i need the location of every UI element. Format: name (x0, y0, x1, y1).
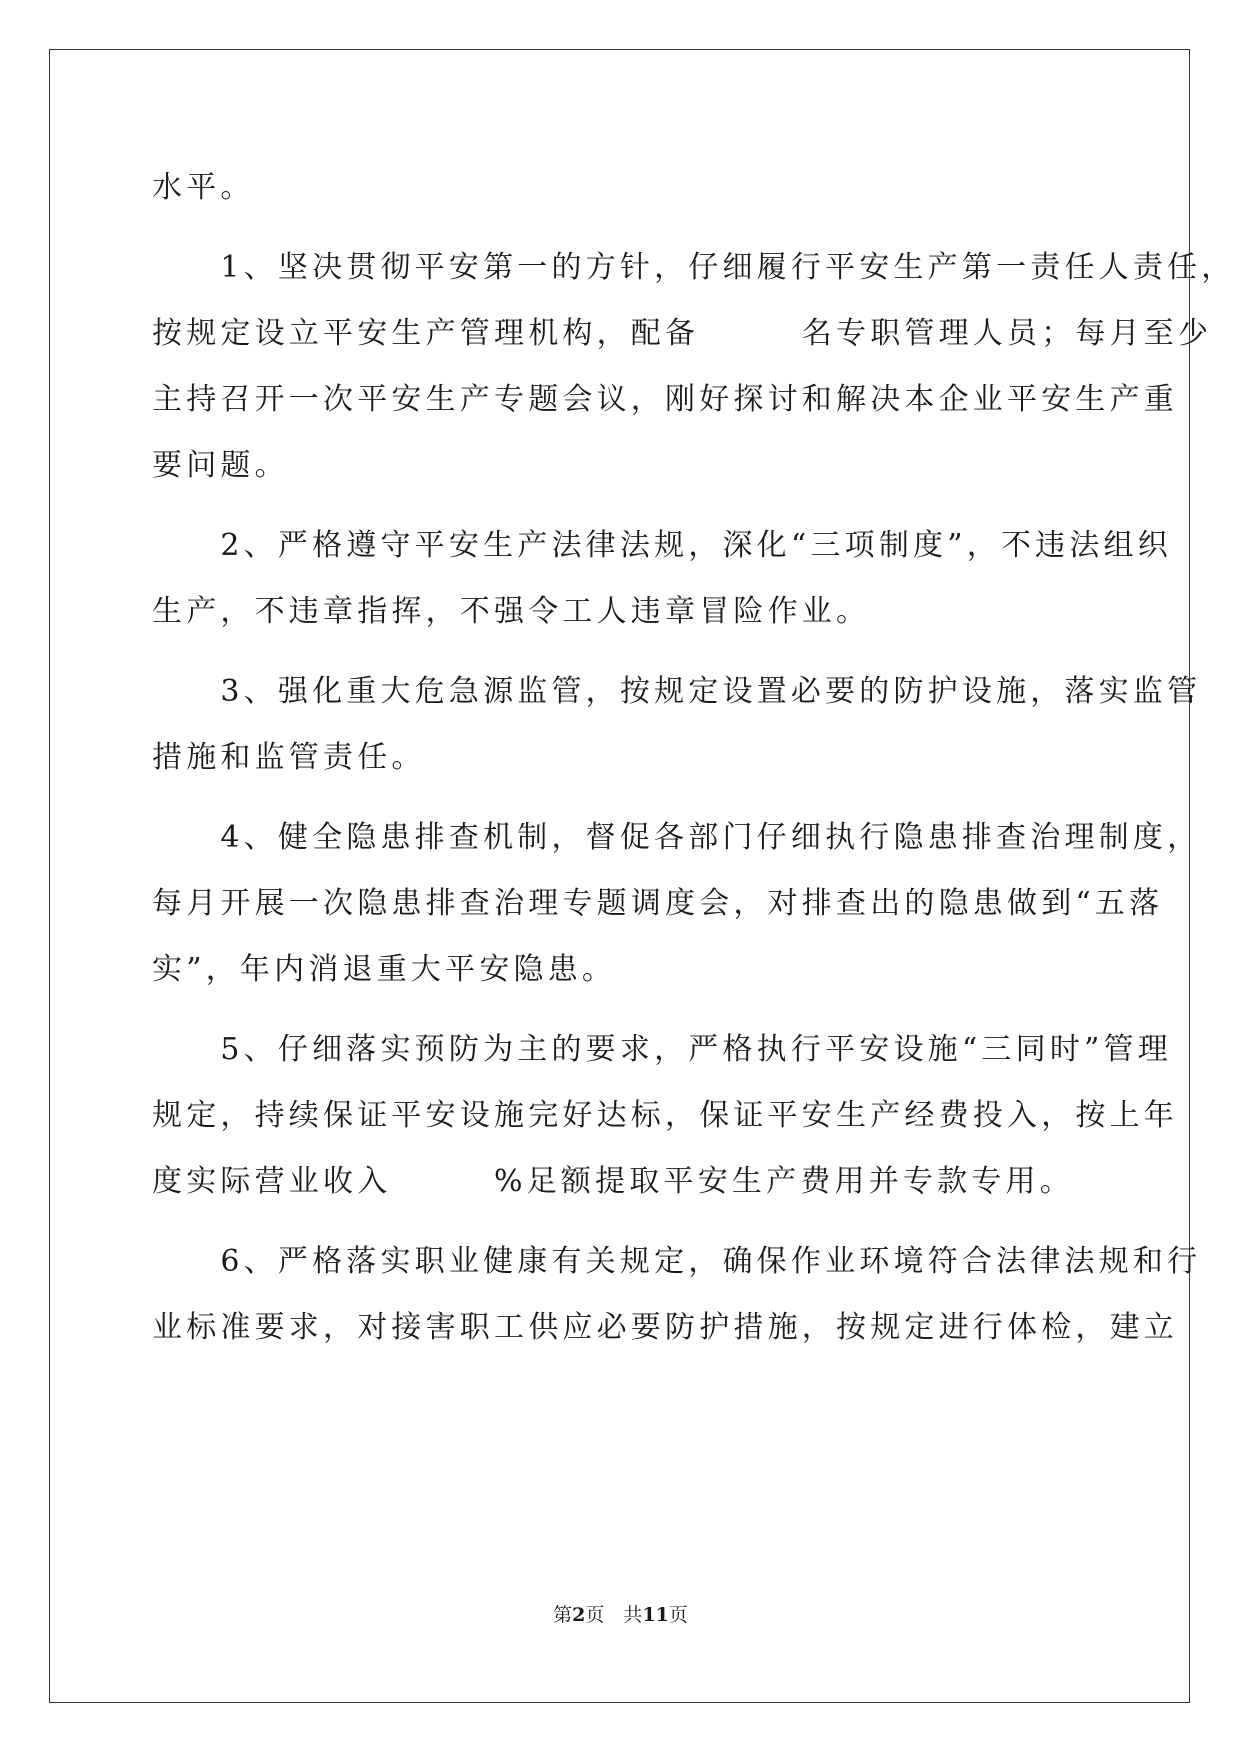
text-line: 每月开展一次隐患排查治理专题调度会，对排查出的隐患做到“五落 (152, 886, 1164, 921)
text-line: 2、严格遵守平安生产法律法规，深化“三项制度”，不违法组织 (152, 528, 1172, 563)
text-line: 6、严格落实职业健康有关规定，确保作业环境符合法律法规和行 (152, 1244, 1202, 1279)
text-line: 3、强化重大危急源监管，按规定设置必要的防护设施，落实监管 (152, 674, 1202, 709)
footer-suffix: 页 (668, 1604, 688, 1626)
text-line: 要问题。 (152, 448, 289, 483)
footer-middle: 页 共 (585, 1604, 643, 1626)
text-line: 度实际营业收入 %足额提取平安生产费用并专款专用。 (152, 1164, 1074, 1199)
text-line: 规定，持续保证平安设施完好达标，保证平安生产经费投入，按上年 (152, 1098, 1178, 1133)
text-line: 业标准要求，对接害职工供应必要防护措施，按规定进行体检，建立 (152, 1310, 1178, 1345)
text-line: 按规定设立平安生产管理机构，配备 名专职管理人员；每月至少 (152, 316, 1213, 351)
paragraph-gap (152, 221, 1097, 235)
paragraph-gap (152, 1215, 1097, 1229)
text-line: 水平。 (152, 170, 255, 205)
footer-prefix: 第 (553, 1604, 573, 1626)
current-page-number: 2 (572, 1604, 586, 1626)
text-line: 实”，年内消退重大平安隐患。 (152, 952, 617, 987)
text-line: 4、健全隐患排查机制，督促各部门仔细执行隐患排查治理制度， (152, 820, 1202, 855)
text-line: 主持召开一次平安生产专题会议，刚好探讨和解决本企业平安生产重 (152, 382, 1178, 417)
text-line: 措施和监管责任。 (152, 740, 426, 775)
document-body (152, 155, 1236, 1361)
text-line: 生产，不违章指挥，不强令工人违章冒险作业。 (152, 594, 871, 629)
paragraph-gap (152, 791, 1097, 805)
paragraph-gap (152, 645, 1097, 659)
paragraph-gap (152, 499, 1097, 513)
paragraph-gap (152, 1003, 1097, 1017)
text-line: 1、坚决贯彻平安第一的方针，仔细履行平安生产第一责任人责任， (152, 250, 1236, 285)
total-page-number: 11 (642, 1604, 669, 1626)
text-line: 5、仔细落实预防为主的要求，严格执行平安设施“三同时”管理 (152, 1032, 1172, 1067)
page-footer (0, 1600, 1241, 1627)
